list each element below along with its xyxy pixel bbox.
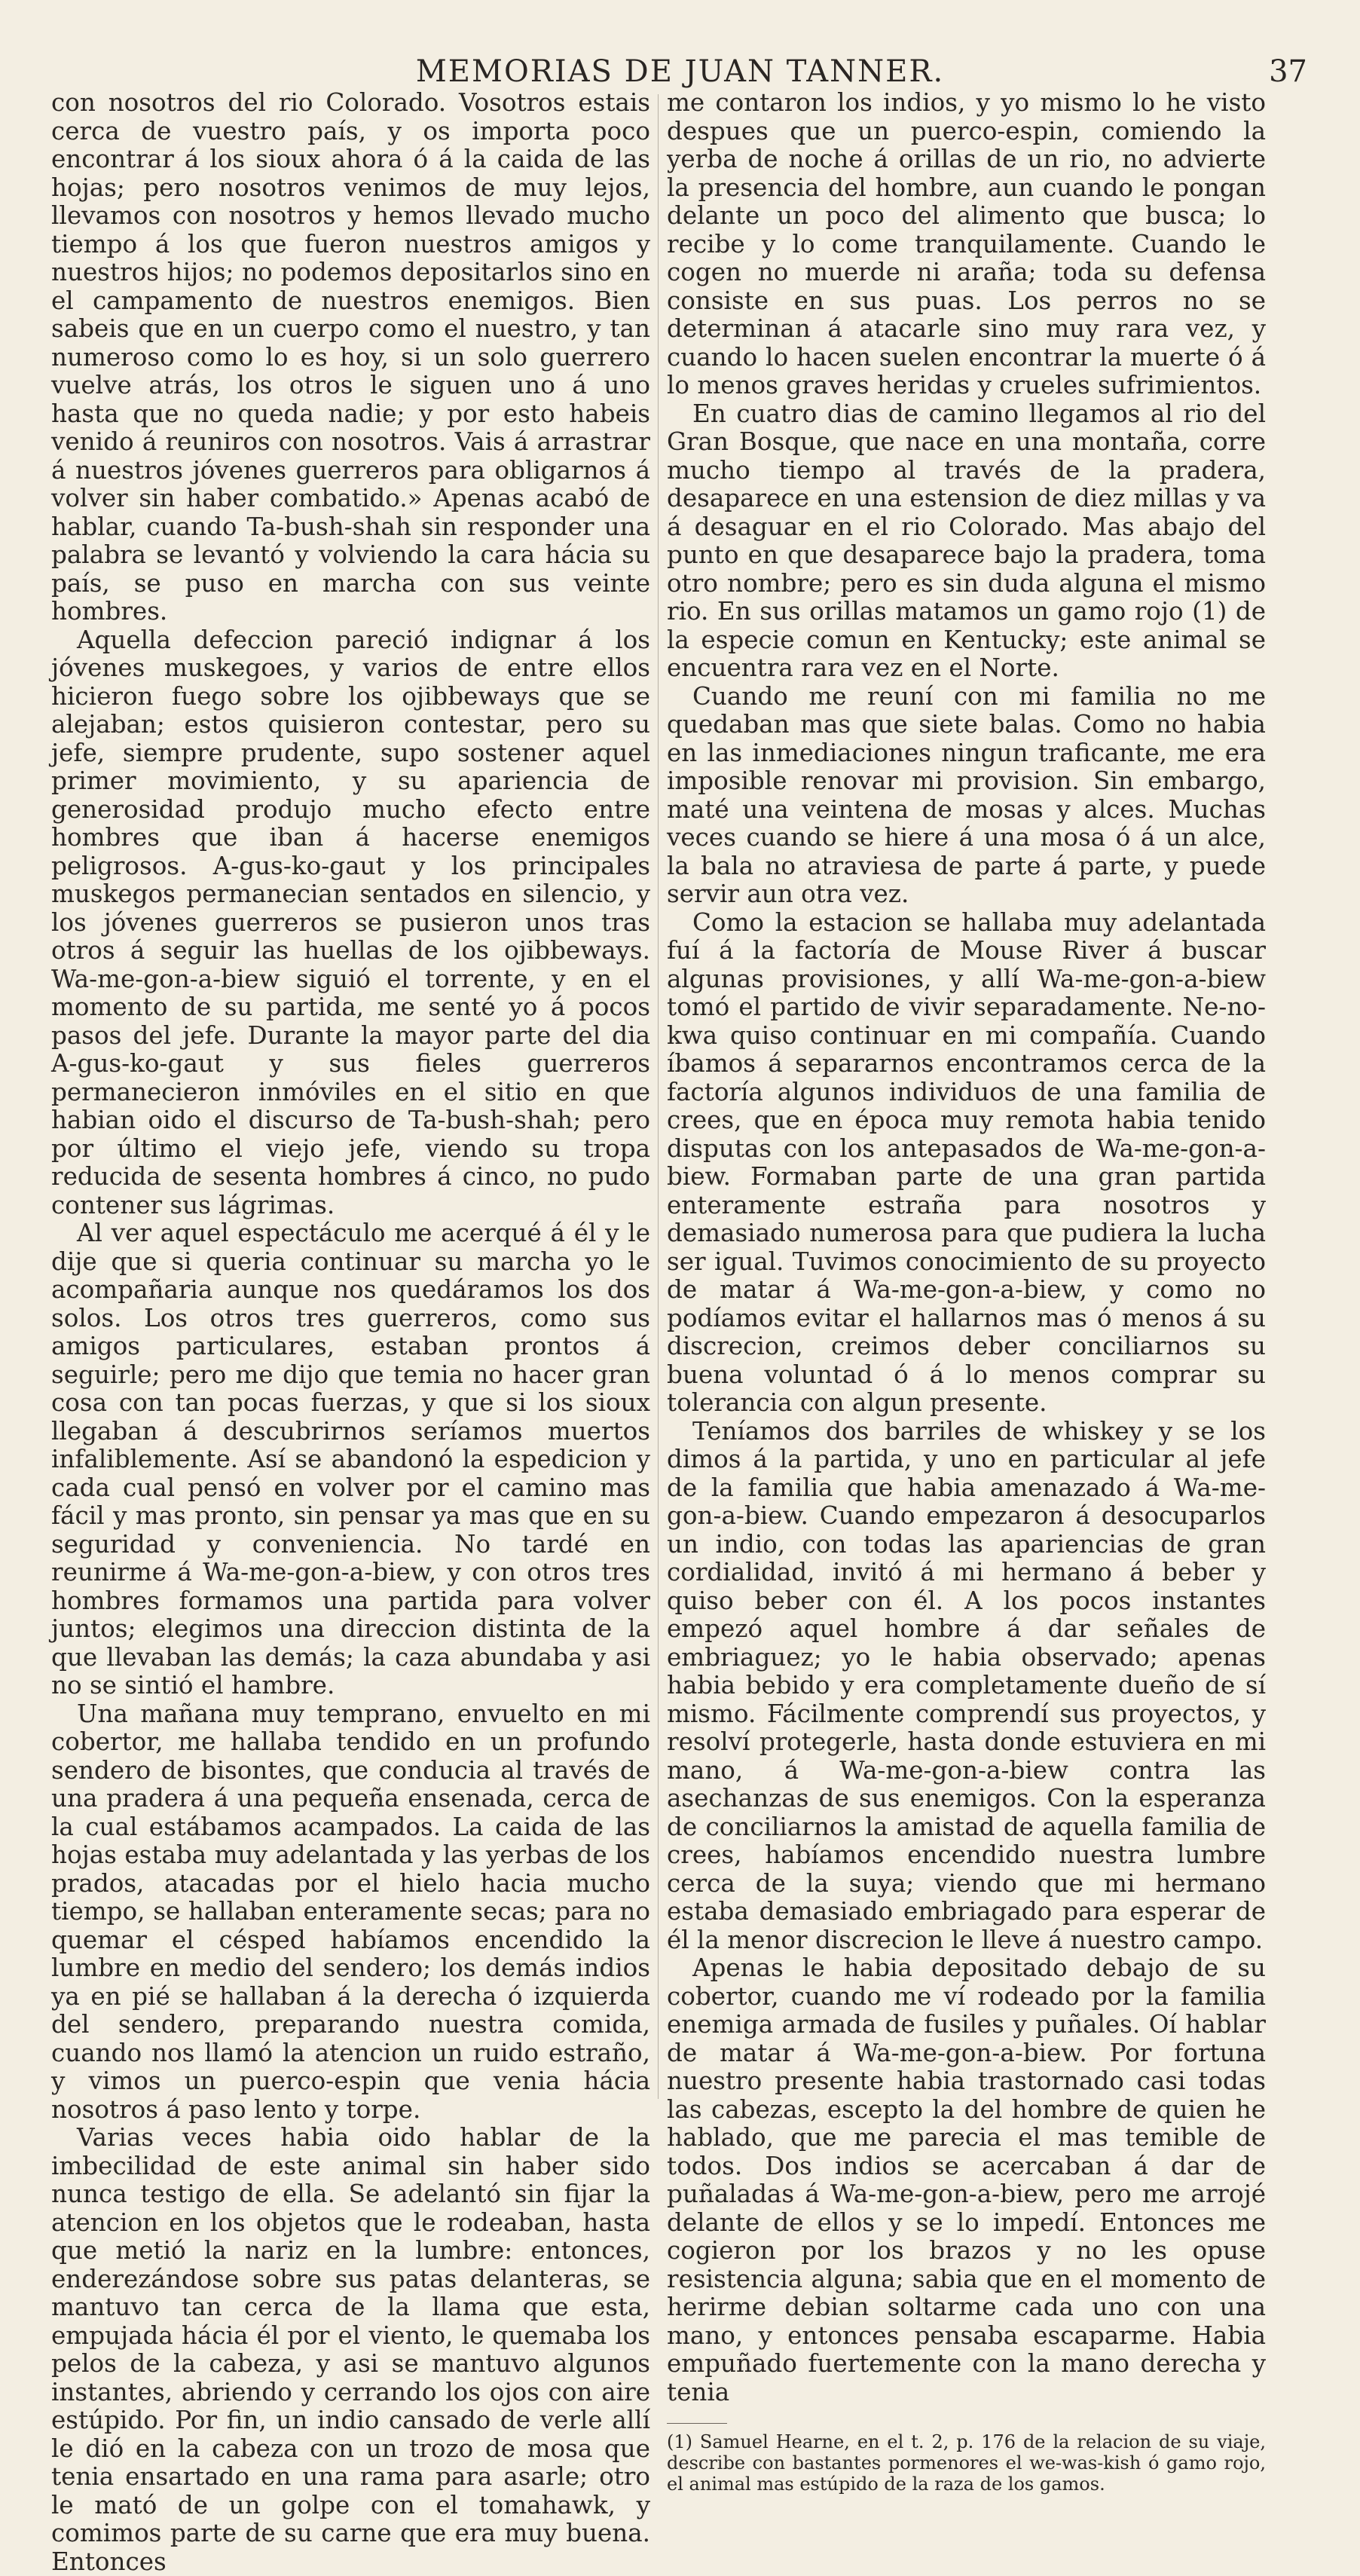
paragraph: Una mañana muy temprano, envuelto en mi cobertor, me hallaba tendido en un profundo sendero de bisontes, que conducia al través de una pradera á una pequeña ensenada, cerca de la cual estábamos acampados. La caida de las hojas estaba muy adelantada y las yerbas de los prados, atacadas por el hielo hacia mucho tiempo, se hallaban enteramente secas; para no quemar el césped habíamos encendido la lumbre en medio del sendero; los demás indios ya en pié se hallaban á la derecha ó izquierda del sendero, preparando nuestra comida, cuando nos llamó la atencion un ruido estraño, y vimos un puerco-espin que venia hácia nosotros á paso lento y torpe. [51,1699,650,2124]
paragraph: me contaron los indios, y yo mismo lo he visto despues que un puerco-espin, comiendo la yerba de noche á orillas de un rio, no advierte la presencia del hombre, aun cuando le pongan delante un poco del alimento que busca; lo recibe y lo come tranquilamente. Cuando le cogen no muerde ni araña; toda su defensa consiste en sus puas. Los perros no se determinan á atacarle sino muy rara vez, y cuando lo hacen suelen encontrar la muerte ó á lo menos graves heridas y crueles sufrimientos. [667,88,1266,399]
footnote: (1) Samuel Hearne, en el t. 2, p. 176 de la relacion de su viaje, describe con bastantes pormenores el we-was-kish ó gamo rojo, el animal mas estúpido de la raza de los gamos. [667,2431,1266,2495]
paragraph: En cuatro dias de camino llegamos al rio del Gran Bosque, que nace en una montaña, corre mucho tiempo al través de la pradera, desaparece en una estension de diez millas y va á desaguar en el rio Colorado. Mas abajo del punto en que desaparece bajo la pradera, toma otro nombre; pero es sin duda alguna el mismo rio. En sus orillas matamos un gamo rojo (1) de la especie comun en Kentucky; este animal se encuentra rara vez en el Norte. [667,399,1266,682]
page-number: 37 [1269,54,1307,89]
paragraph: Aquella defeccion pareció indignar á los jóvenes muskegoes, y varios de entre ellos hicieron fuego sobre los ojibbeways que se alejaban; estos quisieron contestar, pero su jefe, siempre prudente, supo sostener aquel primer movimiento, y su apariencia de generosidad produjo mucho efecto entre hombres que iban á hacerse enemigos peligrosos. A-gus-ko-gaut y los principales muskegos permanecian sentados en silencio, y los jóvenes guerreros se pusieron unos tras otros á seguir las huellas de los ojibbeways. Wa-me-gon-a-biew siguió el torrente, y en el momento de su partida, me senté yo á pocos pasos del jefe. Durante la mayor parte del dia A-gus-ko-gaut y sus fieles guerreros permanecieron inmóviles en el sitio en que habian oido el discurso de Ta-bush-shah; pero por último el viejo jefe, viendo su tropa reducida de sesenta hombres á cinco, no pudo contener sus lágrimas. [51,625,650,1219]
paragraph: Varias veces habia oido hablar de la imbecilidad de este animal sin haber sido nunca testigo de ella. Se adelantó sin fijar la atencion en los objetos que le rodeaban, hasta que metió la nariz en la lumbre: entonces, enderezándose sobre sus patas delanteras, se mantuvo tan cerca de la llama que esta, empujada hácia él por el viento, le quemaba los pelos de la cabeza, y asi se mantuvo algunos instantes, abriendo y cerrando los ojos con aire estúpido. Por fin, un indio cansado de verle allí le dió en la cabeza con un trozo de mosa que tenia ensartado en una rama para asarle; otro le mató de un golpe con el tomahawk, y comimos parte de su carne que era muy buena. Entonces [51,2123,650,2576]
left-column [51,88,650,2576]
right-column [667,88,1266,2495]
paragraph: Apenas le habia depositado debajo de su cobertor, cuando me ví rodeado por la familia enemiga armada de fusiles y puñales. Oí hablar de matar á Wa-me-gon-a-biew. Por fortuna nuestro presente habia trastornado casi todas las cabezas, escepto la del hombre de quien he hablado, que me parecia el mas temible de todos. Dos indios se acercaban á dar de puñaladas á Wa-me-gon-a-biew, pero me arrojé delante de ellos y se lo impedí. Entonces me cogieron por los brazos y no les opuse resistencia alguna; sabia que en el momento de herirme debian soltarme cada uno con una mano, y entonces pensaba escaparme. Habia empuñado fuertemente con la mano derecha y tenia [667,1953,1266,2406]
paragraph: Teníamos dos barriles de whiskey y se los dimos á la partida, y uno en particular al jefe de la familia que habia amenazado á Wa-me-gon-a-biew. Cuando empezaron á desocuparlos un indio, con todas las apariencias de gran cordialidad, invitó á mi hermano á beber y quiso beber con él. A los pocos instantes empezó aquel hombre á dar señales de embriaguez; yo le habia observado; apenas habia bebido y era completamente dueño de sí mismo. Fácilmente comprendí sus proyectos, y resolví protegerle, hasta donde estuviera en mi mano, á Wa-me-gon-a-biew contra las asechanzas de sus enemigos. Con la esperanza de conciliarnos la amistad de aquella familia de crees, habíamos encendido nuestra lumbre cerca de la suya; viendo que mi hermano estaba demasiado embriagado para esperar de él la menor discrecion le lleve á nuestro campo. [667,1416,1266,1954]
column-divider [658,94,659,2099]
paragraph: con nosotros del rio Colorado. Vosotros estais cerca de vuestro país, y os importa poco encontrar á los sioux ahora ó á la caida de las hojas; pero nosotros venimos de muy lejos, llevamos con nosotros y hemos llevado mucho tiempo á los que fueron nuestros amigos y nuestros hijos; no podemos depositarlos sino en el campamento de nuestros enemigos. Bien sabeis que en un cuerpo como el nuestro, y tan numeroso como lo es hoy, si un solo guerrero vuelve atrás, los otros le siguen uno á uno hasta que no queda nadie; y por esto habeis venido á reuniros con nosotros. Vais á arrastrar á nuestros jóvenes guerreros para obligarnos á volver sin haber combatido.» Apenas acabó de hablar, cuando Ta-bush-shah sin responder una palabra se levantó y volviendo la cara hácia su país, se puso en marcha con sus veinte hombres. [51,88,650,626]
footnote-rule [667,2423,727,2424]
paragraph: Como la estacion se hallaba muy adelantada fuí á la factoría de Mouse River á buscar algunas provisiones, y allí Wa-me-gon-a-biew tomó el partido de vivir separadamente. Ne-no-kwa quiso continuar en mi compañía. Cuando íbamos á separarnos encontramos cerca de la factoría algunos individuos de una familia de crees, que en época muy remota habia tenido disputas con los antepasados de Wa-me-gon-a-biew. Formaban parte de una gran partida enteramente estraña para nosotros y demasiado numerosa para que pudiera la lucha ser igual. Tuvimos conocimiento de su proyecto de matar á Wa-me-gon-a-biew, y como no podíamos evitar el hallarnos mas ó menos á su discrecion, creimos deber conciliarnos su buena voluntad ó á lo menos comprar su tolerancia con algun presente. [667,907,1266,1417]
running-title: MEMORIAS DE JUAN TANNER. [415,54,945,89]
paragraph: Al ver aquel espectáculo me acerqué á él y le dije que si queria continuar su marcha yo le acompañaria aunque nos quedáramos los dos solos. Los otros tres guerreros, como sus amigos particulares, estaban prontos á seguirle; pero me dijo que temia no hacer gran cosa con tan pocas fuerzas, y que si los sioux llegaban á descubrirnos seríamos muertos infaliblemente. Así se abandonó la espedicion y cada cual pensó en volver por el camino mas fácil y mas pronto, sin pensar ya mas que en su seguridad y conveniencia. No tardé en reunirme á Wa-me-gon-a-biew, y con otros tres hombres formamos una partida para volver juntos; elegimos una direccion distinta de la que llevaban las demás; la caza abundaba y asi no se sintió el hambre. [51,1219,650,1699]
paragraph: Cuando me reuní con mi familia no me quedaban mas que siete balas. Como no habia en las inmediaciones ningun traficante, me era imposible renovar mi provision. Sin embargo, maté una veintena de mosas y alces. Muchas veces cuando se hiere á una mosa ó á un alce, la bala no atraviesa de parte á parte, y puede servir aun otra vez. [667,681,1266,908]
page-header [0,53,1360,90]
